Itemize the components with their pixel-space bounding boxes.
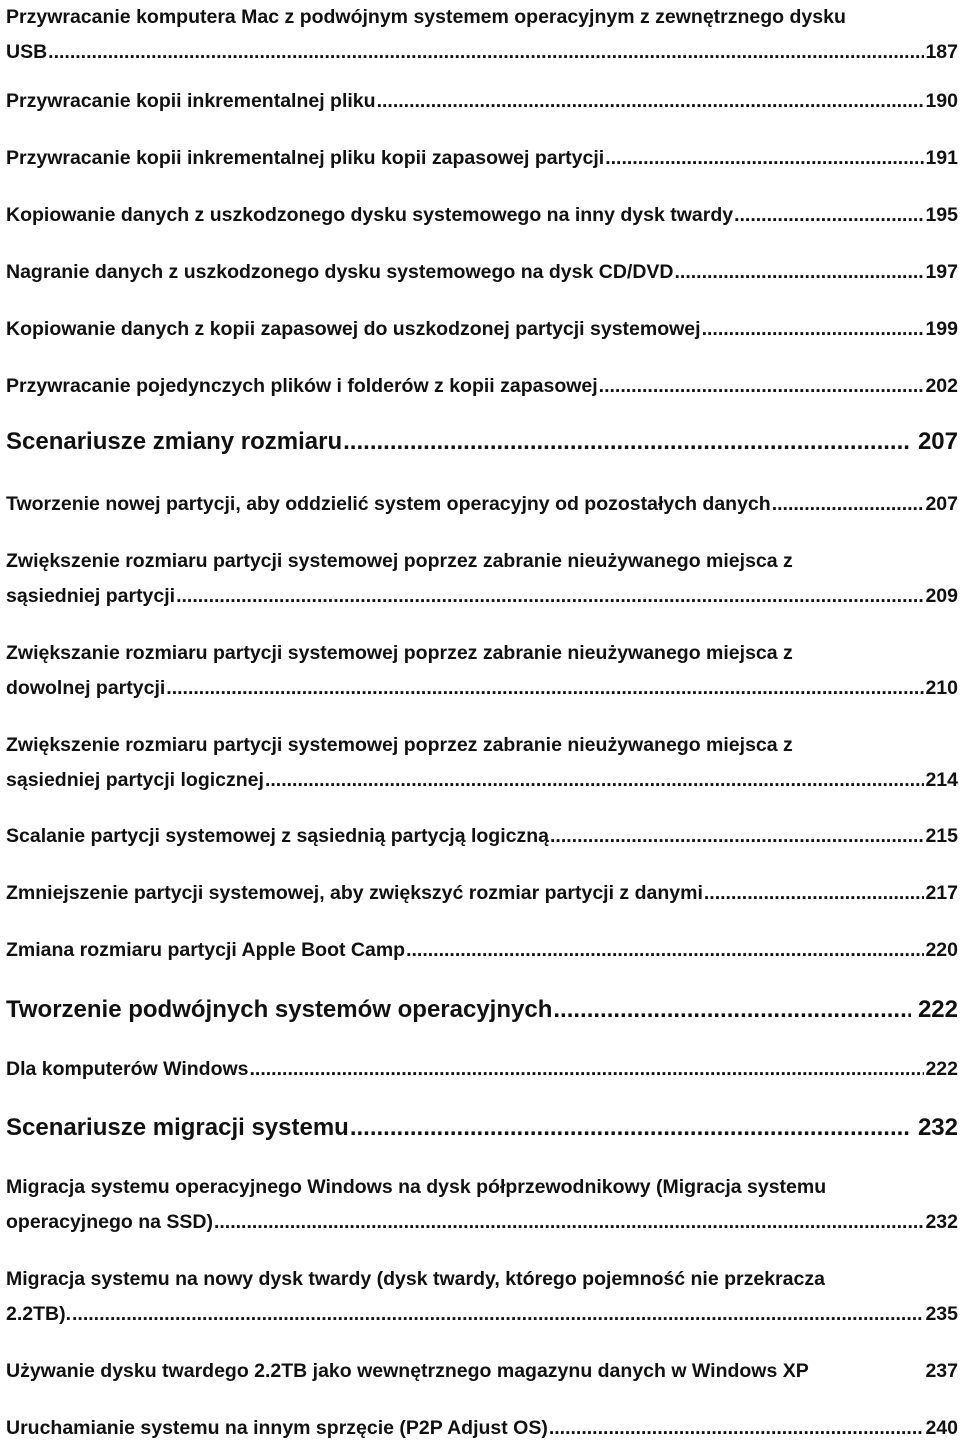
toc-entry-line [6,990,958,1030]
toc-dot-leader [72,1297,924,1332]
toc-entry-line [6,369,958,404]
toc-entry-title: Scenariusze migracji systemu [6,1114,349,1141]
toc-page-number: 215 [925,825,958,847]
toc-dot-leader [377,84,925,119]
toc-entry[interactable] [6,933,958,968]
toc-dot-leader [250,1052,925,1087]
toc-entry-title: Używanie dysku twardego 2.2TB jako wewnętrznego magazynu danych w Windows XP [6,1360,809,1382]
toc-entry-line [6,35,958,70]
toc-entry-title: Tworzenie podwójnych systemów operacyjnych [6,996,553,1023]
toc-entry-line [6,312,958,347]
toc-dot-leader [605,141,924,176]
toc-entry[interactable] [6,141,958,176]
toc-entry-title: sąsiedniej partycji [6,585,176,607]
toc-page-number: 220 [925,939,958,961]
toc-dot-leader [549,1411,925,1446]
toc-entry-title: Przywracanie pojedynczych plików i folderów z kopii zapasowej [6,375,598,397]
toc-entry[interactable] [6,369,958,404]
toc-entry-line [6,876,958,911]
toc-entry-line [6,198,958,233]
toc-page-number: 235 [925,1303,958,1325]
toc-entry[interactable] [6,255,958,290]
toc-entry[interactable] [6,544,958,614]
toc-entry-title: Kopiowanie danych z uszkodzonego dysku systemowego na inny dysk twardy [6,204,734,226]
toc-dot-leader [265,763,925,798]
toc-dot-leader [176,579,924,614]
toc-page-number: 195 [925,204,958,226]
toc-entry-line [6,933,958,968]
toc-entry-line [6,255,958,290]
toc-dot-leader [553,990,911,1030]
toc-section-entry[interactable] [6,1108,958,1148]
toc-entry-title: Tworzenie nowej partycji, aby oddzielić system operacyjny od pozostałych danych [6,493,771,515]
toc-page-number: 209 [925,585,958,607]
toc-entry-title: Kopiowanie danych z kopii zapasowej do uszkodzonej partycji systemowej [6,318,701,340]
toc-entry-title: sąsiedniej partycji logicznej [6,769,264,791]
toc-dot-leader [350,1108,911,1148]
toc-entry-title-line: Zwiększanie rozmiaru partycji systemowej poprzez zabranie nieużywanego miejsca z [6,642,793,664]
toc-entry-line [6,84,958,119]
toc-entry[interactable] [6,636,958,706]
toc-dot-leader [599,369,925,404]
toc-entry-title: 2.2TB). [6,1303,72,1325]
toc-page-number: 187 [925,41,958,63]
toc-entry-title: dowolnej partycji [6,677,166,699]
toc-page-number: 191 [925,147,958,169]
toc-entry[interactable] [6,728,958,798]
toc-entry-title: Dla komputerów Windows [6,1058,249,1080]
toc-dot-leader [214,1205,924,1240]
toc-entry-line [6,819,958,854]
toc-entry-title: Uruchamianie systemu na innym sprzęcie (P2P Adjust OS) [6,1417,548,1439]
toc-entry-title: Zmniejszenie partycji systemowej, aby zwiększyć rozmiar partycji z danymi [6,882,703,904]
toc-entry[interactable] [6,487,958,522]
toc-entry[interactable] [6,1354,958,1389]
toc-entry-line [6,763,958,798]
toc-entry[interactable] [6,312,958,347]
toc-entry-title: Scenariusze zmiany rozmiaru [6,428,343,455]
toc-entry-title-line: Migracja systemu operacyjnego Windows na dysk półprzewodnikowy (Migracja systemu [6,1176,827,1198]
toc-page-number: 207 [917,428,958,455]
toc-dot-leader [550,819,924,854]
toc-page-number: 197 [925,261,958,283]
toc-page-number: 240 [925,1417,958,1439]
toc-page-number: 237 [925,1360,958,1382]
toc-page-number: 190 [925,90,958,112]
toc-page-number: 222 [925,1058,958,1080]
toc-entry[interactable] [6,1170,958,1240]
toc-page-number: 207 [925,493,958,515]
toc-entry-title-line: Migracja systemu na nowy dysk twardy (dysk twardy, którego pojemność nie przekracza [6,1268,825,1290]
toc-entry[interactable] [6,1052,958,1087]
toc-entry-line [6,1108,958,1148]
toc-entry-line [6,487,958,522]
toc-page-number: 217 [925,882,958,904]
toc-entry-line [6,1205,958,1240]
toc-entry-line [6,1052,958,1087]
toc-entry-line [6,422,958,462]
toc-dot-leader [704,876,925,911]
toc-dot-leader [734,198,924,233]
toc-page-number: 222 [917,996,958,1023]
toc-entry-title-line: Zwiększenie rozmiaru partycji systemowej poprzez zabranie nieużywanego miejsca z [6,734,793,756]
toc-dot-leader [343,422,911,462]
toc-dot-leader [48,35,924,70]
toc-page-number: 202 [925,375,958,397]
toc-entry-title: Przywracanie kopii inkrementalnej pliku kopii zapasowej partycji [6,147,605,169]
toc-section-entry[interactable] [6,990,958,1030]
toc-entry-line [6,1297,958,1332]
toc-entry-title: operacyjnego na SSD) [6,1211,213,1233]
toc-entry[interactable] [6,876,958,911]
toc-entry[interactable] [6,819,958,854]
toc-entry-line [6,671,958,706]
toc-entry-title: Przywracanie kopii inkrementalnej pliku [6,90,376,112]
toc-page-number: 199 [925,318,958,340]
toc-entry-line [6,141,958,176]
toc-entry-title-line: Przywracanie komputera Mac z podwójnym systemem operacyjnym z zewnętrznego dysku [6,6,846,28]
toc-entry[interactable] [6,0,958,70]
toc-entry-line [6,579,958,614]
toc-entry-title: USB [6,41,48,63]
toc-entry-title: Nagranie danych z uszkodzonego dysku systemowego na dysk CD/DVD [6,261,674,283]
toc-entry-title: Scalanie partycji systemowej z sąsiednią partycją logiczną [6,825,549,847]
toc-page-number: 232 [925,1211,958,1233]
toc-dot-leader [675,255,925,290]
toc-dot-leader [406,933,924,968]
toc-entry-line [6,1411,958,1446]
toc-entry[interactable] [6,84,958,119]
toc-section-entry[interactable] [6,422,958,462]
toc-entry-title-line: Zwiększenie rozmiaru partycji systemowej poprzez zabranie nieużywanego miejsca z [6,550,793,572]
toc-entry[interactable] [6,1262,958,1332]
toc-dot-leader [166,671,924,706]
toc-entry-title: Zmiana rozmiaru partycji Apple Boot Camp [6,939,406,961]
toc-entry[interactable] [6,198,958,233]
toc-page-number: 210 [925,677,958,699]
toc-dot-leader [702,312,925,347]
toc-page-number: 214 [925,769,958,791]
toc-entry-line [6,1354,958,1389]
toc-page-number: 232 [917,1114,958,1141]
toc-dot-leader [772,487,925,522]
toc-entry[interactable] [6,1411,958,1446]
